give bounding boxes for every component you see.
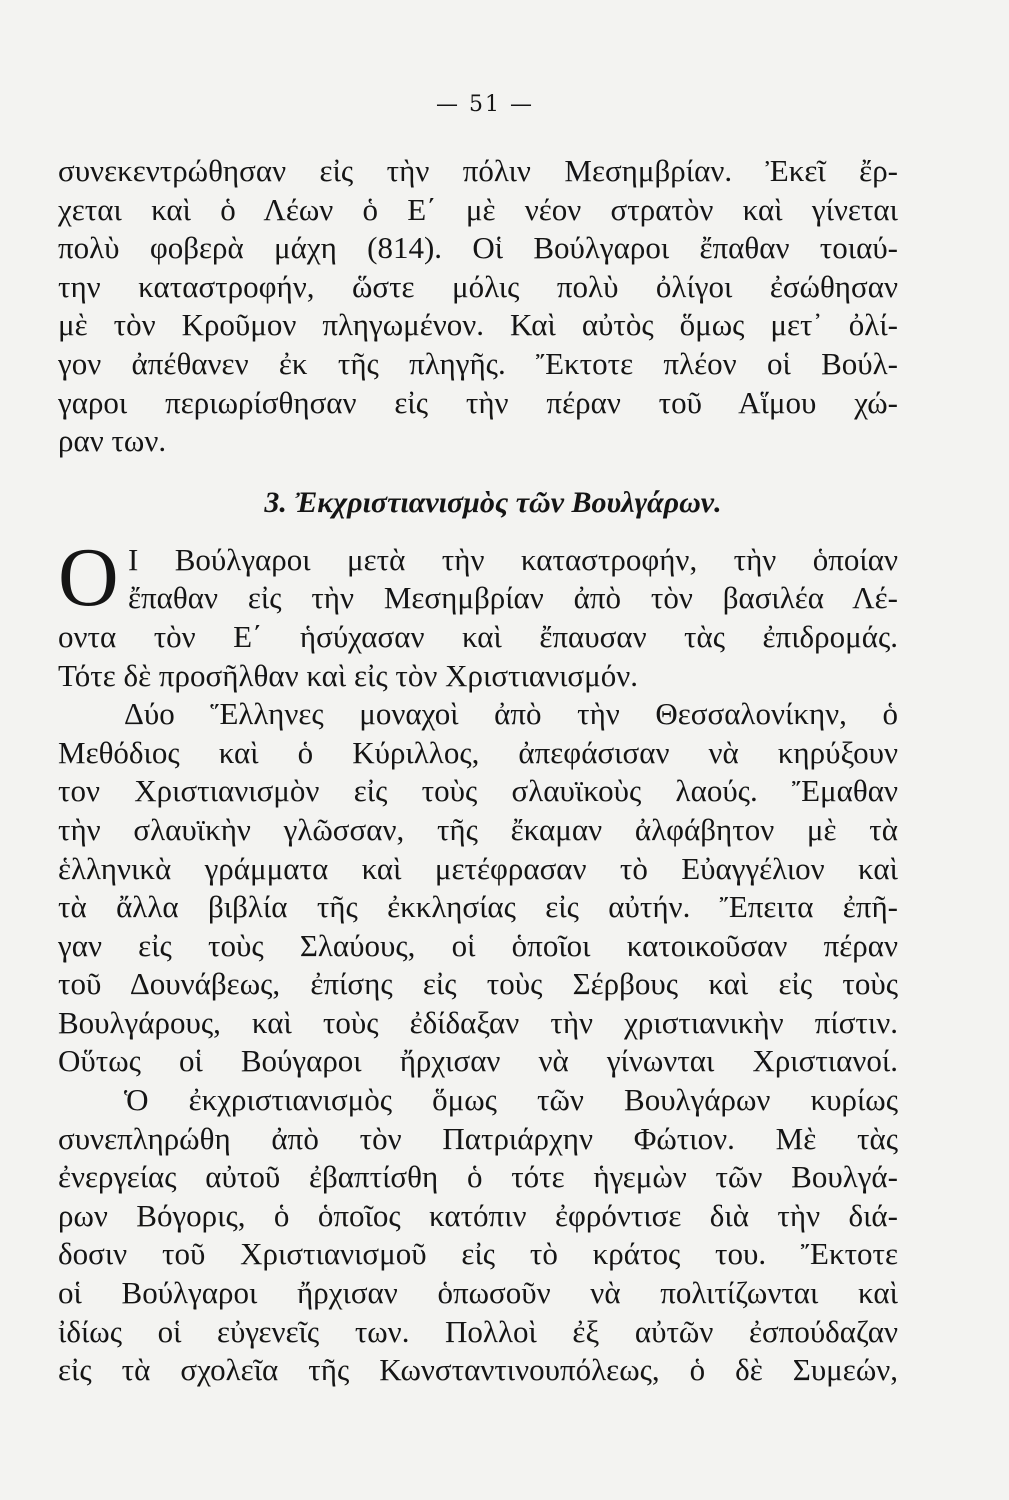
text-line: Οὕτως οἱ Βούγαροι ἤρχισαν νὰ γίνωνται Χριστιανοί. — [58, 1043, 898, 1079]
text-line: εἰς τὰ σχολεῖα τῆς Κωνσταντινουπόλεως, ὁ δὲ Συμεών, — [58, 1352, 898, 1388]
text-line: συνεπληρώθη ἀπὸ τὸν Πατριάρχην Φώτιον. Μὲ τὰς — [58, 1120, 898, 1156]
text-line: μὲ τὸν Κροῦμον πληγωμένον. Καὶ αὐτὸς ὅμως μετ᾽ ὀλί- — [58, 307, 898, 343]
text-line: τὰ ἄλλα βιβλία τῆς ἐκκλησίας εἰς αὐτήν. Ἔπειτα ἐπῆ- — [58, 889, 898, 925]
text-line: ραν των. — [58, 423, 167, 459]
text-line: ἑλληνικὰ γράμματα καὶ μετέφρασαν τὸ Εὐαγγέλιον καὶ — [58, 850, 898, 886]
text-line: Τότε δὲ προσῆλθαν καὶ εἰς τὸν Χριστιανισμόν. — [58, 657, 639, 693]
text-line: Βουλγάρους, καὶ τοὺς ἐδίδαξαν τὴν χριστιανικὴν πίστιν. — [58, 1004, 898, 1040]
text-line: ρων Βόγορις, ὁ ὁποῖος κατόπιν ἐφρόντισε διὰ τὴν διά- — [58, 1197, 898, 1233]
paragraph-2 — [58, 530, 898, 695]
text-line: ἔπαθαν εἰς τὴν Μεσημβρίαν ἀπὸ τὸν βασιλέα Λέ- — [128, 580, 898, 616]
text-line: δοσιν τοῦ Χριστιανισμοῦ εἰς τὸ κράτος του. Ἔκτοτε — [58, 1236, 898, 1272]
page-number: — 51 — — [436, 92, 534, 117]
text-line: γον ἀπέθανεν ἐκ τῆς πληγῆς. Ἔκτοτε πλέον οἱ Βούλ- — [58, 345, 898, 381]
text-line: Μεθόδιος καὶ ὁ Κύριλλος, ἀπεφάσισαν νὰ κηρύξουν — [58, 734, 898, 770]
text-line: Ι Βούλγαροι μετὰ τὴν καταστροφήν, τὴν ὁποίαν — [128, 541, 898, 577]
text-line: ἐνεργείας αὐτοῦ ἐβαπτίσθη ὁ τότε ἡγεμὼν τῶν Βουλγά- — [58, 1159, 898, 1195]
paragraph-4 — [58, 1081, 898, 1390]
text-line: συνεκεντρώθησαν εἰς τὴν πόλιν Μεσημβρίαν. Ἐκεῖ ἔρ- — [58, 153, 898, 188]
paragraph-3 — [58, 695, 898, 1081]
text-line: γαν εἰς τοὺς Σλαύους, οἱ ὁποῖοι κατοικοῦσαν πέραν — [58, 927, 898, 963]
text-line: Δύο Ἕλληνες μοναχοὶ ἀπὸ τὴν Θεσσαλονίκην, ὁ — [124, 696, 898, 732]
text-line: οντα τὸν Ε΄ ἡσύχασαν καὶ ἔπαυσαν τὰς ἐπιδρομάς. — [58, 618, 898, 654]
text-line: τον Χριστιανισμὸν εἰς τοὺς σλαυϊκοὺς λαούς. Ἔμαθαν — [58, 773, 898, 809]
text-line: οἱ Βούλγαροι ἤρχισαν ὁπωσοῦν νὰ πολιτίζωνται καὶ — [58, 1275, 898, 1311]
text-line: Ὁ ἐκχριστιανισμὸς ὅμως τῶν Βουλγάρων κυρίως — [124, 1082, 898, 1118]
text-line: ἰδίως οἱ εὐγενεῖς των. Πολλοὶ ἐξ αὐτῶν ἐσπούδαζαν — [58, 1313, 898, 1349]
page-text — [58, 152, 898, 1390]
text-line: τὴν σλαυϊκὴν γλῶσσαν, τῆς ἔκαμαν ἀλφάβητον μὲ τὰ — [58, 811, 898, 847]
drop-cap: O — [58, 530, 119, 624]
section-heading: 3. Ἐκχριστιανισμὸς τῶν Βουλγάρων. — [264, 485, 722, 519]
text-line: πολὺ φοβερὰ μάχη (814). Οἱ Βούλγαροι ἔπαθαν τοιαύ- — [58, 230, 898, 266]
text-line: χεται καὶ ὁ Λέων ὁ Ε΄ μὲ νέον στρατὸν καὶ γίνεται — [58, 191, 898, 227]
text-line: γαροι περιωρίσθησαν εἰς τὴν πέραν τοῦ Αἵμου χώ- — [58, 384, 898, 420]
text-line: τοῦ Δουνάβεως, ἐπίσης εἰς τοὺς Σέρβους καὶ εἰς τοὺς — [58, 966, 898, 1002]
text-line: την καταστροφήν, ὥστε μόλις πολὺ ὀλίγοι ἐσώθησαν — [58, 268, 898, 304]
paragraph-1 — [58, 152, 898, 461]
